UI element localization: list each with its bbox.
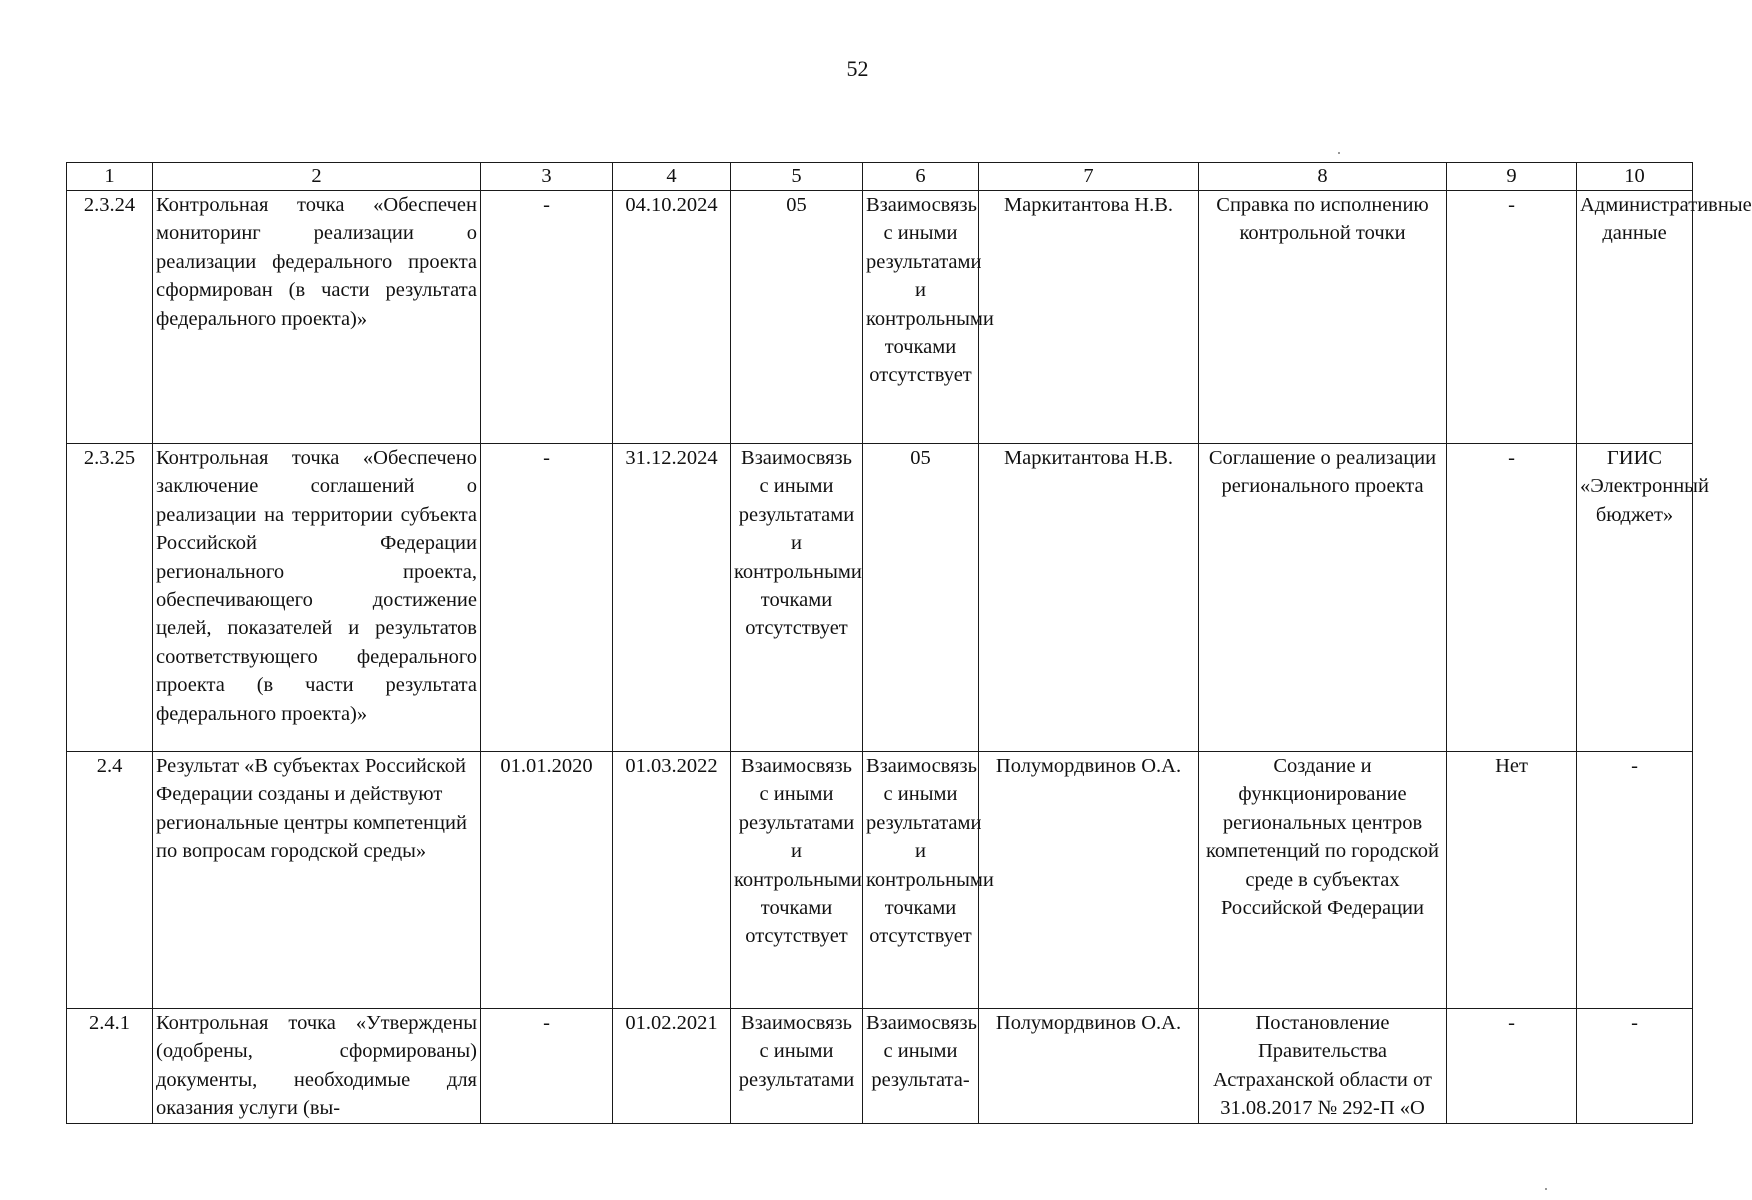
- row-info-system: Административные данные: [1577, 191, 1693, 444]
- row-start-date: -: [481, 444, 613, 752]
- row-predecessor: Взаимосвязь с иными результатами и контрольными точками отсутствует: [731, 752, 863, 1009]
- row-level: Нет: [1447, 752, 1577, 1009]
- row-end-date: 01.02.2021: [613, 1009, 731, 1124]
- row-predecessor: Взаимосвязь с иными результатами: [731, 1009, 863, 1124]
- column-header-7: 7: [979, 163, 1199, 191]
- table-row: [67, 444, 1693, 752]
- row-successor: Взаимосвязь с иными результатами и контрольными точками отсутствует: [863, 752, 979, 1009]
- row-name: Контрольная точка «Обеспечено заключение соглашений о реализации на территории субъекта Российской Федерации регионального проекта, обеспечивающего достижение целей, показателей и результатов соответствующего федерального проекта (в части результата федерального проекта)»: [153, 444, 481, 752]
- column-header-1: 1: [67, 163, 153, 191]
- row-start-date: 01.01.2020: [481, 752, 613, 1009]
- row-result: Создание и функционирование региональных центров компетенций по городской среде в субъектах Российской Федерации: [1199, 752, 1447, 1009]
- header-row: [67, 163, 1693, 191]
- column-header-3: 3: [481, 163, 613, 191]
- row-number: 2.4: [67, 752, 153, 1009]
- page-number: 52: [846, 56, 869, 81]
- column-header-6: 6: [863, 163, 979, 191]
- scan-speck: [1338, 152, 1340, 154]
- column-header-2: 2: [153, 163, 481, 191]
- scan-speck: [1545, 1188, 1547, 1190]
- row-result: Постановление Правительства Астраханской области от 31.08.2017 № 292-П «О: [1199, 1009, 1447, 1124]
- row-predecessor: 05: [731, 191, 863, 444]
- column-header-4: 4: [613, 163, 731, 191]
- row-info-system: -: [1577, 752, 1693, 1009]
- row-level: -: [1447, 191, 1577, 444]
- column-header-8: 8: [1199, 163, 1447, 191]
- row-responsible: Полумордвинов О.А.: [979, 752, 1199, 1009]
- row-result: Справка по исполнению контрольной точки: [1199, 191, 1447, 444]
- row-level: -: [1447, 1009, 1577, 1124]
- column-header-10: 10: [1577, 163, 1693, 191]
- row-number: 2.3.25: [67, 444, 153, 752]
- row-successor: 05: [863, 444, 979, 752]
- row-successor: Взаимосвязь с иными результата-: [863, 1009, 979, 1124]
- row-info-system: ГИИС «Электронный бюджет»: [1577, 444, 1693, 752]
- table-row: [67, 1009, 1693, 1124]
- row-start-date: -: [481, 191, 613, 444]
- table-row: [67, 752, 1693, 1009]
- row-predecessor: Взаимосвязь с иными результатами и контрольными точками отсутствует: [731, 444, 863, 752]
- table-header: [67, 163, 1693, 191]
- row-responsible: Маркитантова Н.В.: [979, 191, 1199, 444]
- row-end-date: 01.03.2022: [613, 752, 731, 1009]
- row-info-system: -: [1577, 1009, 1693, 1124]
- row-number: 2.4.1: [67, 1009, 153, 1124]
- row-end-date: 31.12.2024: [613, 444, 731, 752]
- row-result: Соглашение о реализации регионального проекта: [1199, 444, 1447, 752]
- column-header-5: 5: [731, 163, 863, 191]
- row-responsible: Маркитантова Н.В.: [979, 444, 1199, 752]
- row-name: Контрольная точка «Утверждены (одобрены, сформированы) документы, необходимые для оказания услуги (вы-: [153, 1009, 481, 1124]
- project-plan-table: [66, 162, 1752, 1124]
- row-name: Контрольная точка «Обеспечен мониторинг реализации о реализации федерального проекта сформирован (в части результата федерального проекта)»: [153, 191, 481, 444]
- row-responsible: Полумордвинов О.А.: [979, 1009, 1199, 1124]
- row-end-date: 04.10.2024: [613, 191, 731, 444]
- row-number: 2.3.24: [67, 191, 153, 444]
- table-row: [67, 191, 1693, 444]
- row-successor: Взаимосвязь с иными результатами и контрольными точками отсутствует: [863, 191, 979, 444]
- row-name: Результат «В субъектах Российской Федерации созданы и действуют региональные центры компетенций по вопросам городской среды»: [153, 752, 481, 1009]
- row-level: -: [1447, 444, 1577, 752]
- row-start-date: -: [481, 1009, 613, 1124]
- column-header-9: 9: [1447, 163, 1577, 191]
